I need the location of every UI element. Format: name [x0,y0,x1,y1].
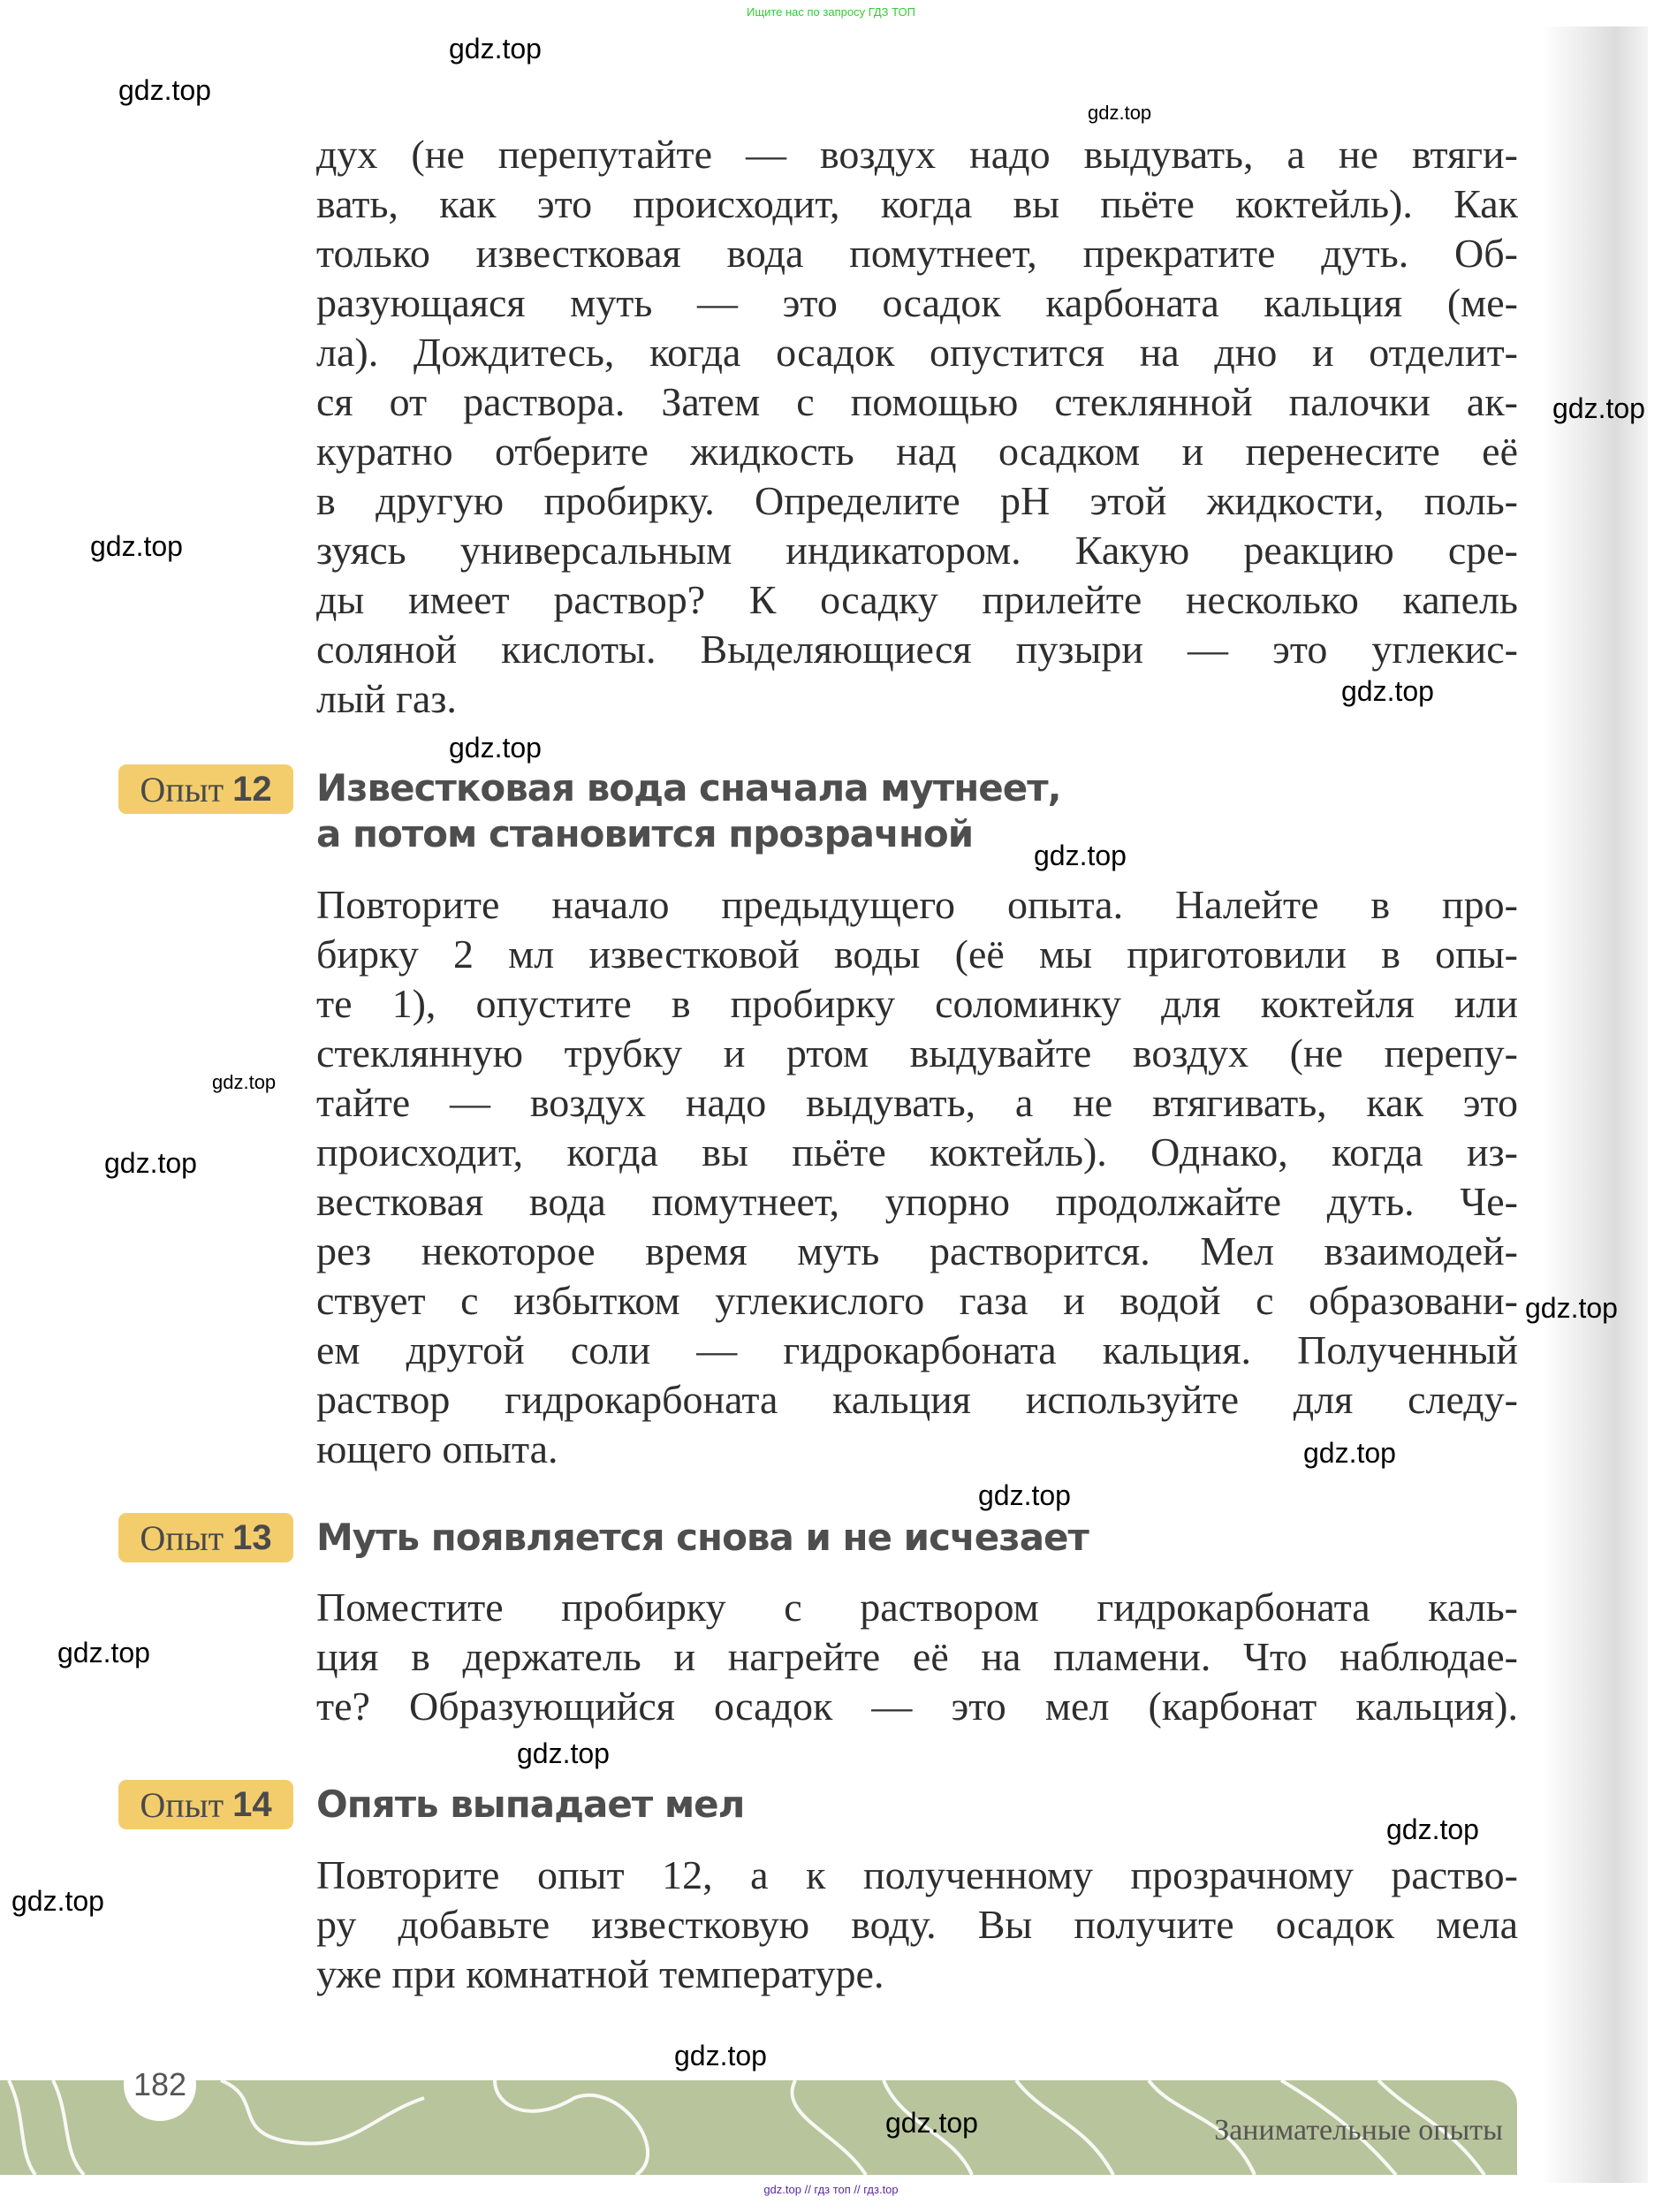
text-line: ды имеет раствор? К осадку прилейте несколько капель [316,577,1518,622]
text-line: уже при комнатной температуре. [316,1951,884,1996]
page-fold-shadow [1542,27,1648,2183]
watermark: gdz.top [1034,840,1127,871]
text-line: ла). Дождитесь, когда осадок опустится на дно и отделит- [316,330,1518,375]
watermark: gdz.top [118,74,211,106]
text-line: те 1), опустите в пробирку соломинку для коктейля или [316,981,1518,1026]
badge-number: 13 [232,1517,272,1557]
watermark: gdz.top [1088,102,1152,124]
text-line: Поместите пробирку с раствором гидрокарбоната каль- [316,1585,1518,1630]
text-line: дух (не перепутайте — воздух надо выдувать, а не втяги- [316,132,1518,177]
watermark: gdz.top [212,1071,277,1093]
paragraph-4 [316,1851,1518,1999]
text-line: происходит, когда вы пьёте коктейль). Однако, когда из- [316,1129,1518,1174]
watermark: gdz.top [104,1147,197,1179]
badge-label: Опыт [140,769,224,810]
text-line: ция в держатель и нагрейте её на пламени. Что наблюдае- [316,1634,1518,1679]
experiment-badge-12 [118,764,293,814]
badge-number: 12 [232,769,272,809]
watermark: gdz.top [57,1637,150,1669]
watermark: gdz.top [449,33,542,65]
text-line: Повторите опыт 12, а к полученному прозрачному раство- [316,1852,1518,1897]
text-line: ющего опыта. [316,1426,558,1471]
paragraph-2 [316,880,1518,1474]
watermark: gdz.top [978,1479,1071,1511]
watermark: gdz.top [1552,392,1645,424]
text-line: в другую пробирку. Определите pH этой жидкости, поль- [316,478,1518,523]
bottom-links[interactable]: gdz.top // гдз топ // гдз.top [763,2183,899,2196]
text-line: куратно отберите жидкость над осадком и перенесите её [316,429,1518,474]
text-line: ся от раствора. Затем с помощью стеклянной палочки ак- [316,379,1518,424]
page-number: 182 [124,2049,196,2121]
watermark: gdz.top [1386,1813,1479,1845]
text-line: только известковая вода помутнеет, прекратите дуть. Об- [316,231,1518,276]
title-line: Известковая вода сначала мутнеет, [316,766,1061,810]
text-line: Повторите начало предыдущего опыта. Налейте в про- [316,882,1518,927]
badge-label: Опыт [140,1784,224,1825]
text-line: раствор гидрокарбоната кальция используйте для следу- [316,1377,1518,1422]
text-line: вестковая вода помутнеет, упорно продолжайте дуть. Че- [316,1179,1518,1224]
watermark: gdz.top [11,1885,104,1917]
text-line: вать, как это происходит, когда вы пьёте коктейль). Как [316,181,1518,226]
text-line: соляной кислоты. Выделяющиеся пузыри — это углекис- [316,627,1518,672]
experiment-title-12 [316,765,1061,857]
paragraph-1 [316,130,1518,724]
watermark: gdz.top [449,732,542,764]
section-title: Занимательные опыты [1214,2114,1503,2147]
text-line: ствует с избытком углекислого газа и водой с образовани- [316,1278,1518,1323]
text-line: ру добавьте известковую воду. Вы получите осадок мела [316,1902,1518,1947]
watermark: gdz.top [674,2040,767,2071]
text-line: ем другой соли — гидрокарбоната кальция. Полученный [316,1327,1518,1372]
top-note: Ищите нас по запросу ГДЗ ТОП [747,5,915,19]
watermark: gdz.top [90,530,183,562]
experiment-badge-14 [118,1780,293,1829]
text-line: разующаяся муть — это осадок карбоната кальция (ме- [316,280,1518,325]
experiment-title-14: Опять выпадает мел [316,1783,745,1826]
watermark: gdz.top [1303,1437,1396,1469]
experiment-title-13: Муть появляется снова и не исчезает [316,1516,1089,1559]
title-line: а потом становится прозрачной [316,812,974,855]
text-line: рез некоторое время муть растворится. Мел взаимодей- [316,1228,1518,1273]
text-line: зуясь универсальным индикатором. Какую реакцию сре- [316,528,1518,573]
text-line: стеклянную трубку и ртом выдувайте воздух (не перепу- [316,1030,1518,1076]
badge-label: Опыт [140,1517,224,1558]
badge-number: 14 [232,1784,272,1824]
watermark: gdz.top [885,2107,978,2139]
text-line: тайте — воздух надо выдувать, а не втягивать, как это [316,1080,1518,1125]
experiment-badge-13 [118,1513,293,1562]
watermark: gdz.top [1341,675,1434,707]
text-line: лый газ. [316,676,457,721]
watermark: gdz.top [517,1737,610,1769]
text-line: бирку 2 мл известковой воды (её мы приготовили в опы- [316,931,1518,977]
paragraph-3 [316,1583,1518,1731]
text-line: те? Образующийся осадок — это мел (карбонат кальция). [316,1684,1518,1729]
watermark: gdz.top [1525,1292,1618,1324]
